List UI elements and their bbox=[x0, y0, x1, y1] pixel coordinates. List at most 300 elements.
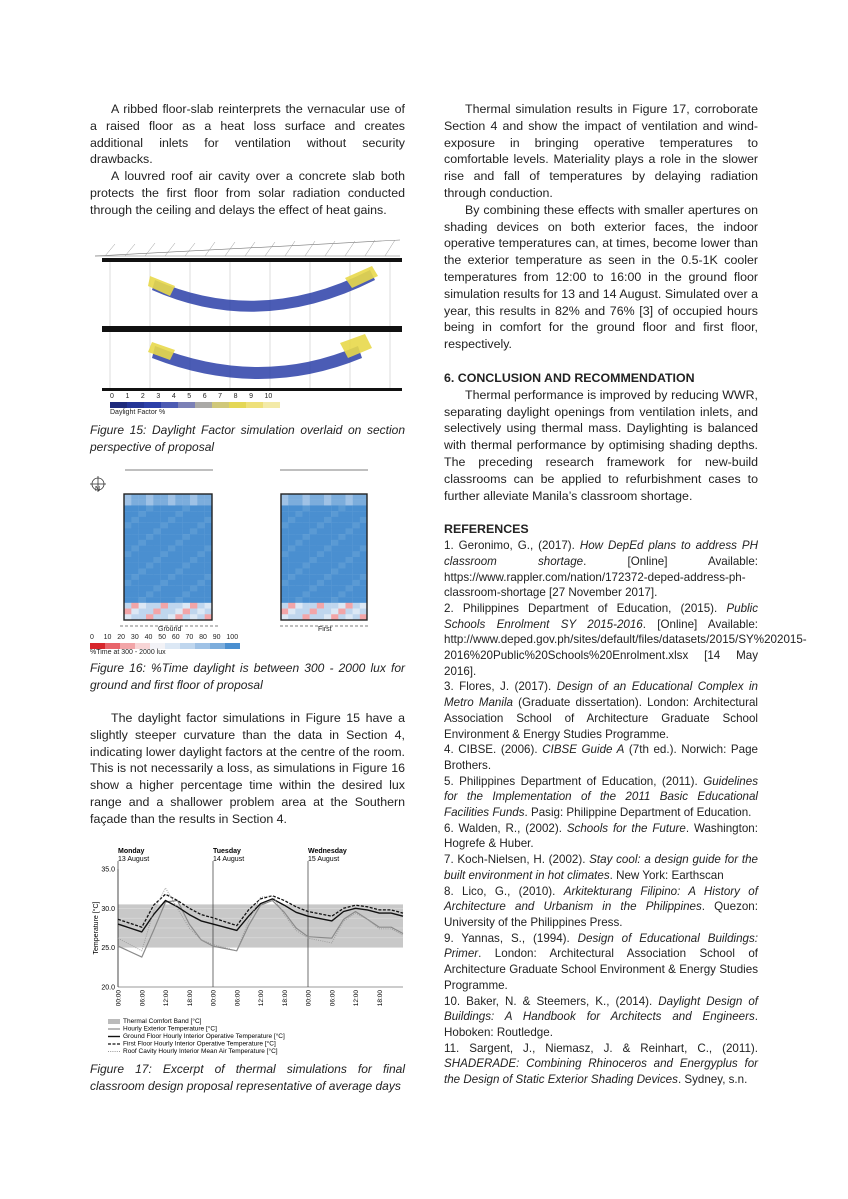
heatmap-cell bbox=[197, 574, 205, 580]
heatmap-cell bbox=[288, 494, 295, 500]
date-header: 13 August bbox=[118, 856, 150, 863]
heatmap-cell bbox=[161, 603, 169, 609]
heatmap-cell bbox=[190, 551, 198, 557]
heatmap-cell bbox=[310, 568, 317, 574]
legend-tick-label: 80 bbox=[199, 634, 207, 641]
heatmap-cell bbox=[317, 546, 324, 552]
heatmap-cell bbox=[281, 563, 288, 569]
heatmap-cell bbox=[175, 603, 183, 609]
heatmap-cell bbox=[281, 551, 288, 557]
heatmap-cell bbox=[205, 568, 213, 574]
first-floor-label: First bbox=[318, 626, 332, 633]
legend-entry: Thermal Comfort Band [°C] bbox=[123, 1018, 202, 1025]
legend-tick-label: 7 bbox=[218, 393, 223, 400]
heatmap-cell bbox=[360, 586, 367, 592]
heatmap-cell bbox=[360, 500, 367, 506]
heatmap-cell bbox=[295, 563, 302, 569]
heatmap-cell bbox=[353, 517, 360, 523]
heatmap-cell bbox=[131, 609, 139, 615]
heatmap-cell bbox=[183, 580, 191, 586]
heatmap-cell bbox=[288, 580, 295, 586]
heatmap-cell bbox=[303, 534, 310, 540]
heatmap-cell bbox=[317, 591, 324, 597]
heatmap-cell bbox=[346, 568, 353, 574]
heatmap-cell bbox=[331, 603, 338, 609]
heatmap-cell bbox=[295, 528, 302, 534]
heatmap-cell bbox=[288, 568, 295, 574]
heatmap-cell bbox=[205, 551, 213, 557]
heatmap-cell bbox=[146, 523, 154, 529]
heatmap-cell bbox=[139, 586, 147, 592]
heatmap-cell bbox=[346, 574, 353, 580]
heatmap-cell bbox=[146, 505, 154, 511]
heatmap-cell bbox=[346, 540, 353, 546]
heatmap-cell bbox=[197, 540, 205, 546]
heatmap-cell bbox=[175, 546, 183, 552]
heatmap-cell bbox=[153, 528, 161, 534]
left-column bbox=[90, 101, 405, 219]
heatmap-cell bbox=[161, 586, 169, 592]
figure-caption: Figure 16: %Time daylight is between 300 - 2000 lux for ground and first floor of proposal bbox=[90, 661, 405, 692]
x-tick-label: 06:00 bbox=[329, 990, 337, 1007]
heatmap-cell bbox=[153, 500, 161, 506]
heatmap-cell bbox=[146, 528, 154, 534]
legend-tick-label: 5 bbox=[187, 393, 192, 400]
heatmap-cell bbox=[161, 517, 169, 523]
heatmap-cell bbox=[197, 563, 205, 569]
heatmap-cell bbox=[190, 505, 198, 511]
heatmap-cell bbox=[353, 500, 360, 506]
heatmap-cell bbox=[281, 568, 288, 574]
heatmap-cell bbox=[153, 540, 161, 546]
thermal-chart bbox=[90, 845, 405, 1065]
heatmap-cell bbox=[281, 603, 288, 609]
reference-item: 2. Philippines Department of Education, (2015). Public Schools Enrolment SY 2015-2016. [Online] Available: http://www.deped.gov.ph/sites/default/files/datasets/2015/SY%202015-2016%20Public%20Schools%20Enrolment.xlsx [14 May 2016]. bbox=[444, 601, 807, 678]
heatmap-cell bbox=[146, 609, 154, 615]
heatmap-cell bbox=[331, 534, 338, 540]
heatmap-cell bbox=[161, 609, 169, 615]
heatmap-cell bbox=[310, 580, 317, 586]
heatmap-cell bbox=[139, 557, 147, 563]
heatmap-cell bbox=[175, 557, 183, 563]
heatmap-cell bbox=[124, 494, 132, 500]
heatmap-cell bbox=[360, 528, 367, 534]
heatmap-cell bbox=[331, 551, 338, 557]
heatmap-cell bbox=[324, 591, 331, 597]
heatmap-cell bbox=[168, 557, 176, 563]
heatmap-cell bbox=[288, 511, 295, 517]
figure-caption: Figure 17: Excerpt of thermal simulations for final classroom design proposal representative of average days bbox=[90, 1062, 405, 1093]
heatmap-cell bbox=[317, 580, 324, 586]
heatmap-cell bbox=[281, 597, 288, 603]
heatmap-cell bbox=[190, 580, 198, 586]
heatmap-cell bbox=[153, 586, 161, 592]
heatmap-cell bbox=[139, 603, 147, 609]
heatmap-cell bbox=[168, 511, 176, 517]
heatmap-cell bbox=[360, 523, 367, 529]
x-tick-label: 18:00 bbox=[186, 990, 194, 1007]
heatmap-cell bbox=[183, 546, 191, 552]
heatmap-cell bbox=[183, 574, 191, 580]
heatmap-cell bbox=[161, 528, 169, 534]
heatmap-cell bbox=[310, 494, 317, 500]
heatmap-cell bbox=[139, 551, 147, 557]
heatmap-cell bbox=[205, 517, 213, 523]
heatmap-cell bbox=[190, 591, 198, 597]
paragraph: A louvred roof air cavity over a concrete slab both protects the first floor from solar radiation conducted through the ceiling and delays the effect of heat gains. bbox=[90, 169, 405, 217]
heatmap-cell bbox=[168, 563, 176, 569]
reference-item: 7. Koch-Nielsen, H. (2002). Stay cool: a design guide for the built environment in hot climates. New York: Earthscan bbox=[444, 853, 758, 882]
heatmap-cell bbox=[190, 597, 198, 603]
heatmap-cell bbox=[303, 580, 310, 586]
heatmap-cell bbox=[295, 580, 302, 586]
time-legend bbox=[90, 634, 240, 656]
heatmap-cell bbox=[346, 494, 353, 500]
heatmap-cell bbox=[288, 546, 295, 552]
heatmap-cell bbox=[153, 597, 161, 603]
heatmap-cell bbox=[205, 511, 213, 517]
heatmap-cell bbox=[131, 597, 139, 603]
heatmap-cell bbox=[317, 563, 324, 569]
heatmap-cell bbox=[317, 517, 324, 523]
heatmap-cell bbox=[303, 603, 310, 609]
heatmap-cell bbox=[161, 511, 169, 517]
heatmap-cell bbox=[197, 603, 205, 609]
heatmap-cell bbox=[324, 523, 331, 529]
comfort-band bbox=[118, 904, 403, 947]
heatmap-cell bbox=[183, 528, 191, 534]
heatmap-cell bbox=[310, 528, 317, 534]
heatmap-cell bbox=[281, 523, 288, 529]
heatmap-cell bbox=[331, 586, 338, 592]
heatmap-cell bbox=[161, 591, 169, 597]
heatmap-cell bbox=[338, 500, 345, 506]
heatmap-cell bbox=[324, 500, 331, 506]
heatmap-cell bbox=[124, 528, 132, 534]
legend-tick-label: 8 bbox=[233, 393, 238, 400]
heatmap-cell bbox=[288, 557, 295, 563]
heatmap-cell bbox=[310, 586, 317, 592]
heatmap-cell bbox=[131, 523, 139, 529]
heatmap-cell bbox=[131, 580, 139, 586]
heatmap-cell bbox=[183, 500, 191, 506]
heatmap-cell bbox=[183, 597, 191, 603]
legend-tick-label: 9 bbox=[249, 393, 253, 400]
heatmap-cell bbox=[183, 568, 191, 574]
heatmap-cell bbox=[168, 546, 176, 552]
heatmap-cell bbox=[153, 517, 161, 523]
heatmap-cell bbox=[183, 551, 191, 557]
heatmap-cell bbox=[190, 494, 198, 500]
heatmap-cell bbox=[310, 511, 317, 517]
heatmap-cell bbox=[124, 534, 132, 540]
heatmap-cell bbox=[360, 540, 367, 546]
heatmap-cell bbox=[338, 511, 345, 517]
heatmap-cell bbox=[331, 505, 338, 511]
heatmap-cell bbox=[183, 591, 191, 597]
heatmap-cell bbox=[168, 517, 176, 523]
x-tick-label: 06:00 bbox=[234, 990, 242, 1007]
heatmap-cell bbox=[153, 511, 161, 517]
heatmap-cell bbox=[146, 591, 154, 597]
heatmap-cell bbox=[205, 563, 213, 569]
heatmap-cell bbox=[139, 534, 147, 540]
heatmap-cell bbox=[317, 528, 324, 534]
heatmap-cell bbox=[131, 591, 139, 597]
heatmap-cell bbox=[324, 563, 331, 569]
heatmap-cell bbox=[190, 546, 198, 552]
references-list bbox=[444, 538, 807, 1088]
heatmap-cell bbox=[310, 597, 317, 603]
heatmap-cell bbox=[139, 540, 147, 546]
heatmap-cell bbox=[353, 523, 360, 529]
heatmap-cell bbox=[303, 523, 310, 529]
heatmap-cell bbox=[288, 500, 295, 506]
daylight-grid-plans bbox=[90, 466, 405, 636]
heatmap-cell bbox=[331, 528, 338, 534]
heatmap-cell bbox=[331, 523, 338, 529]
heatmap-cell bbox=[168, 500, 176, 506]
heatmap-cell bbox=[175, 528, 183, 534]
heatmap-cell bbox=[146, 511, 154, 517]
heatmap-cell bbox=[183, 517, 191, 523]
heatmap-cell bbox=[190, 528, 198, 534]
legend-entry: First Floor Hourly Interior Operative Temperature [°C] bbox=[123, 1040, 276, 1048]
heatmap-cell bbox=[346, 517, 353, 523]
heatmap-cell bbox=[346, 609, 353, 615]
heatmap-cell bbox=[197, 500, 205, 506]
heatmap-cell bbox=[353, 505, 360, 511]
heatmap-cell bbox=[124, 551, 132, 557]
heatmap-cell bbox=[295, 494, 302, 500]
heatmap-cell bbox=[131, 568, 139, 574]
heatmap-cell bbox=[360, 574, 367, 580]
heatmap-cell bbox=[153, 523, 161, 529]
heatmap-cell bbox=[139, 568, 147, 574]
heatmap-cell bbox=[353, 540, 360, 546]
heatmap-cell bbox=[161, 568, 169, 574]
heatmap-cell bbox=[161, 540, 169, 546]
heatmap-cell bbox=[153, 494, 161, 500]
heatmap-cell bbox=[146, 534, 154, 540]
heatmap-cell bbox=[295, 574, 302, 580]
heatmap-cell bbox=[360, 568, 367, 574]
heatmap-cell bbox=[324, 574, 331, 580]
heatmap-cell bbox=[139, 511, 147, 517]
heatmap-cell bbox=[295, 609, 302, 615]
heatmap-cell bbox=[205, 528, 213, 534]
heatmap-cell bbox=[303, 551, 310, 557]
heatmap-cell bbox=[190, 540, 198, 546]
heatmap-cell bbox=[124, 609, 132, 615]
heatmap-cell bbox=[124, 591, 132, 597]
legend-tick-label: 50 bbox=[158, 634, 166, 641]
heatmap-cell bbox=[161, 523, 169, 529]
heatmap-cell bbox=[124, 603, 132, 609]
heatmap-cell bbox=[205, 505, 213, 511]
heatmap-cell bbox=[338, 540, 345, 546]
heatmap-cell bbox=[175, 534, 183, 540]
reference-item: 4. CIBSE. (2006). CIBSE Guide A (7th ed.). Norwich: Page Brothers. bbox=[444, 743, 758, 772]
left-column-lower bbox=[90, 710, 405, 828]
heatmap-cell bbox=[303, 546, 310, 552]
heatmap-cell bbox=[153, 591, 161, 597]
heatmap-cell bbox=[281, 540, 288, 546]
heatmap-cell bbox=[353, 534, 360, 540]
heatmap-cell bbox=[168, 523, 176, 529]
heatmap-cell bbox=[168, 580, 176, 586]
heatmap-cell bbox=[175, 580, 183, 586]
heatmap-cell bbox=[124, 580, 132, 586]
heatmap-cell bbox=[131, 517, 139, 523]
heatmap-cell bbox=[295, 597, 302, 603]
heatmap-cell bbox=[288, 517, 295, 523]
heatmap-cell bbox=[317, 551, 324, 557]
heatmap-cell bbox=[131, 586, 139, 592]
heatmap-cell bbox=[360, 494, 367, 500]
heatmap-cell bbox=[338, 517, 345, 523]
heatmap-cell bbox=[139, 528, 147, 534]
heatmap-cell bbox=[190, 534, 198, 540]
heatmap-cell bbox=[205, 494, 213, 500]
reference-item: 11. Sargent, J., Niemasz, J. & Reinhart, C., (2011). SHADERADE: Combining Rhinoceros and Energyplus for the Design of Static Exterior Shading Devices. Sydney, s.n. bbox=[444, 1041, 758, 1087]
heatmap-cell bbox=[317, 534, 324, 540]
heatmap-cell bbox=[124, 523, 132, 529]
heatmap-cell bbox=[288, 534, 295, 540]
heatmap-cell bbox=[310, 500, 317, 506]
heatmap-cell bbox=[131, 528, 139, 534]
heatmap-cell bbox=[183, 609, 191, 615]
heatmap-cell bbox=[205, 580, 213, 586]
heatmap-cell bbox=[303, 568, 310, 574]
heatmap-cell bbox=[360, 557, 367, 563]
heatmap-cell bbox=[295, 540, 302, 546]
heatmap-cell bbox=[353, 511, 360, 517]
heatmap-cell bbox=[124, 540, 132, 546]
heatmap-cell bbox=[131, 505, 139, 511]
heatmap-cell bbox=[153, 546, 161, 552]
heatmap-cell bbox=[338, 591, 345, 597]
heatmap-cell bbox=[360, 505, 367, 511]
heatmap-cell bbox=[146, 500, 154, 506]
reference-item: 10. Baker, N. & Steemers, K., (2014). Daylight Design of Buildings: A Handbook for Architects and Engineers. Hoboken: Routledge. bbox=[444, 994, 758, 1039]
heatmap-cell bbox=[146, 563, 154, 569]
heatmap-cell bbox=[139, 563, 147, 569]
heatmap-cell bbox=[146, 574, 154, 580]
heatmap-cell bbox=[175, 609, 183, 615]
heatmap-cell bbox=[197, 511, 205, 517]
heatmap-cell bbox=[353, 551, 360, 557]
heatmap-cell bbox=[161, 500, 169, 506]
heatmap-cell bbox=[281, 586, 288, 592]
references-heading: REFERENCES bbox=[444, 522, 529, 537]
heatmap-cell bbox=[346, 551, 353, 557]
heatmap-cell bbox=[281, 528, 288, 534]
legend-tick-label: 10 bbox=[264, 393, 273, 400]
heatmap-cell bbox=[338, 505, 345, 511]
heatmap-cell bbox=[281, 494, 288, 500]
heatmap-cell bbox=[175, 568, 183, 574]
x-tick-label: 12:00 bbox=[353, 990, 360, 1007]
heatmap-cell bbox=[124, 500, 132, 506]
heatmap-cell bbox=[205, 586, 213, 592]
heatmap-cell bbox=[360, 534, 367, 540]
heatmap-cell bbox=[131, 551, 139, 557]
heatmap-cell bbox=[317, 505, 324, 511]
legend-tick-label: 4 bbox=[171, 393, 176, 400]
heatmap-cell bbox=[303, 505, 310, 511]
heatmap-cell bbox=[161, 574, 169, 580]
heatmap-cell bbox=[317, 603, 324, 609]
heatmap-cell bbox=[295, 500, 302, 506]
heatmap-cell bbox=[161, 505, 169, 511]
heatmap-cell bbox=[317, 597, 324, 603]
legend-tick-label: 90 bbox=[212, 634, 221, 641]
heatmap-cell bbox=[360, 603, 367, 609]
day-header: Monday bbox=[118, 848, 145, 855]
heatmap-cell bbox=[338, 568, 345, 574]
heatmap-cell bbox=[168, 603, 176, 609]
y-tick-label: 25.0 bbox=[101, 945, 115, 953]
heatmap-cell bbox=[197, 568, 205, 574]
heatmap-cell bbox=[146, 540, 154, 546]
heatmap-cell bbox=[303, 500, 310, 506]
heatmap-cell bbox=[205, 523, 213, 529]
heatmap-cell bbox=[346, 563, 353, 569]
heatmap-cell bbox=[168, 597, 176, 603]
heatmap-cell bbox=[175, 540, 183, 546]
heatmap-cell bbox=[139, 517, 147, 523]
heatmap-cell bbox=[338, 580, 345, 586]
heatmap-cell bbox=[197, 580, 205, 586]
heatmap-cell bbox=[324, 494, 331, 500]
heatmap-cell bbox=[197, 586, 205, 592]
heatmap-cell bbox=[353, 597, 360, 603]
heatmap-cell bbox=[346, 534, 353, 540]
heatmap-cell bbox=[317, 511, 324, 517]
heatmap-cell bbox=[324, 597, 331, 603]
heatmap-cell bbox=[346, 557, 353, 563]
heatmap-cell bbox=[303, 494, 310, 500]
heatmap-cell bbox=[139, 580, 147, 586]
heatmap-cell bbox=[353, 591, 360, 597]
heatmap-cell bbox=[317, 574, 324, 580]
heatmap-cell bbox=[139, 597, 147, 603]
heatmap-cell bbox=[183, 511, 191, 517]
heatmap-cell bbox=[139, 609, 147, 615]
heatmap-cell bbox=[281, 517, 288, 523]
heatmap-cell bbox=[161, 546, 169, 552]
heatmap-cell bbox=[139, 505, 147, 511]
heatmap-cell bbox=[338, 528, 345, 534]
heatmap-cell bbox=[346, 505, 353, 511]
legend-tick-label: 100 bbox=[226, 634, 239, 641]
heatmap-cell bbox=[324, 603, 331, 609]
legend-tick-label: 20 bbox=[117, 634, 126, 641]
heatmap-cell bbox=[175, 517, 183, 523]
heatmap-cell bbox=[317, 523, 324, 529]
heatmap-cell bbox=[197, 534, 205, 540]
heatmap-cell bbox=[295, 557, 302, 563]
heatmap-cell bbox=[360, 511, 367, 517]
heatmap-cell bbox=[175, 511, 183, 517]
y-tick-label: 35.0 bbox=[101, 866, 115, 874]
heatmap-cell bbox=[295, 568, 302, 574]
heatmap-cell bbox=[131, 546, 139, 552]
heatmap-cell bbox=[146, 597, 154, 603]
heatmap-cell bbox=[324, 528, 331, 534]
heatmap-cell bbox=[295, 546, 302, 552]
